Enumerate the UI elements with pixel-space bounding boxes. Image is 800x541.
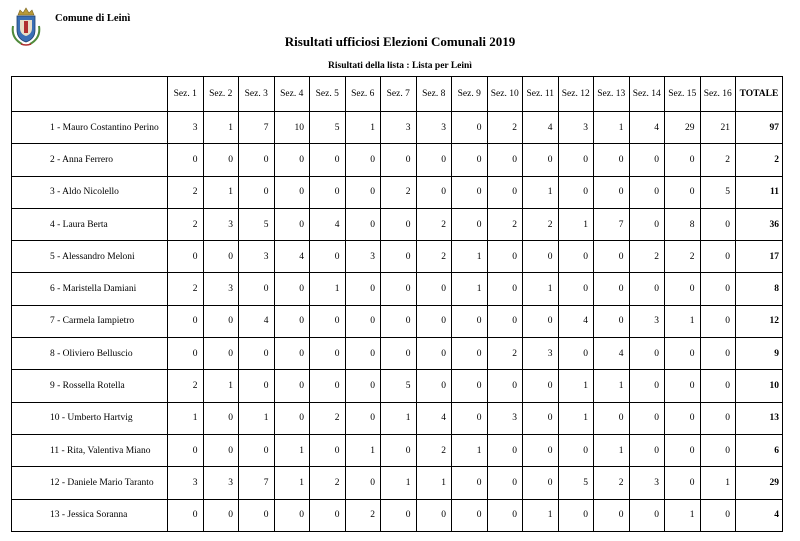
vote-cell-sez-2: 3 [203, 208, 239, 240]
vote-cell-sez-8: 0 [416, 273, 452, 305]
vote-cell-sez-1: 0 [168, 241, 204, 273]
vote-cell-sez-4: 0 [274, 144, 310, 176]
vote-cell-sez-3: 3 [239, 241, 275, 273]
column-header-sez-4: Sez. 4 [274, 77, 310, 112]
vote-cell-sez-16: 21 [700, 112, 736, 144]
vote-cell-sez-13: 0 [594, 402, 630, 434]
vote-cell-sez-10: 2 [487, 338, 523, 370]
table-row [12, 402, 783, 434]
vote-cell-sez-4: 0 [274, 305, 310, 337]
candidate-name-cell: 2 - Anna Ferrero [12, 144, 168, 176]
vote-cell-sez-13: 0 [594, 176, 630, 208]
vote-cell-sez-5: 0 [310, 305, 346, 337]
column-header-sez-10: Sez. 10 [487, 77, 523, 112]
vote-cell-sez-1: 2 [168, 208, 204, 240]
vote-cell-sez-5: 2 [310, 467, 346, 499]
vote-cell-sez-6: 3 [345, 241, 381, 273]
vote-cell-sez-4: 0 [274, 176, 310, 208]
vote-cell-sez-1: 2 [168, 176, 204, 208]
vote-cell-sez-12: 0 [558, 273, 594, 305]
column-header-sez-14: Sez. 14 [629, 77, 665, 112]
vote-cell-sez-6: 0 [345, 338, 381, 370]
vote-cell-sez-12: 5 [558, 467, 594, 499]
candidate-name-cell: 12 - Daniele Mario Taranto [12, 467, 168, 499]
vote-cell-sez-9: 0 [452, 467, 488, 499]
vote-cell-sez-13: 0 [594, 144, 630, 176]
vote-cell-sez-9: 0 [452, 144, 488, 176]
vote-cell-sez-14: 0 [629, 144, 665, 176]
candidate-name-cell: 7 - Carmela Iampietro [12, 305, 168, 337]
vote-cell-sez-8: 0 [416, 370, 452, 402]
vote-cell-sez-15: 1 [665, 305, 701, 337]
vote-cell-sez-12: 0 [558, 241, 594, 273]
vote-cell-sez-5: 0 [310, 338, 346, 370]
vote-cell-sez-16: 0 [700, 499, 736, 531]
total-cell: 12 [736, 305, 783, 337]
vote-cell-sez-14: 3 [629, 305, 665, 337]
vote-cell-sez-16: 2 [700, 144, 736, 176]
vote-cell-sez-11: 4 [523, 112, 559, 144]
vote-cell-sez-6: 2 [345, 499, 381, 531]
candidate-name-cell: 11 - Rita, Valentiva Miano [12, 434, 168, 466]
vote-cell-sez-4: 0 [274, 273, 310, 305]
column-header-sez-6: Sez. 6 [345, 77, 381, 112]
vote-cell-sez-16: 0 [700, 402, 736, 434]
vote-cell-sez-4: 10 [274, 112, 310, 144]
vote-cell-sez-14: 0 [629, 370, 665, 402]
vote-cell-sez-3: 7 [239, 467, 275, 499]
candidate-name-cell: 13 - Jessica Soranna [12, 499, 168, 531]
candidate-name-cell: 6 - Maristella Damiani [12, 273, 168, 305]
vote-cell-sez-12: 0 [558, 434, 594, 466]
vote-cell-sez-1: 3 [168, 467, 204, 499]
comune-label: Comune di Leinì [55, 13, 131, 24]
vote-cell-sez-3: 0 [239, 176, 275, 208]
vote-cell-sez-7: 0 [381, 208, 417, 240]
vote-cell-sez-2: 0 [203, 144, 239, 176]
candidate-name-cell: 5 - Alessandro Meloni [12, 241, 168, 273]
vote-cell-sez-10: 0 [487, 176, 523, 208]
vote-cell-sez-3: 7 [239, 112, 275, 144]
vote-cell-sez-11: 0 [523, 370, 559, 402]
vote-cell-sez-1: 1 [168, 402, 204, 434]
vote-cell-sez-7: 0 [381, 338, 417, 370]
vote-cell-sez-9: 1 [452, 434, 488, 466]
vote-cell-sez-9: 0 [452, 176, 488, 208]
vote-cell-sez-14: 0 [629, 338, 665, 370]
vote-cell-sez-16: 0 [700, 208, 736, 240]
candidate-name-cell: 1 - Mauro Costantino Perino [12, 112, 168, 144]
vote-cell-sez-8: 2 [416, 241, 452, 273]
table-row [12, 241, 783, 273]
candidate-name-cell: 9 - Rossella Rotella [12, 370, 168, 402]
table-header-row [12, 77, 783, 112]
vote-cell-sez-7: 0 [381, 434, 417, 466]
vote-cell-sez-15: 1 [665, 499, 701, 531]
vote-cell-sez-7: 0 [381, 144, 417, 176]
vote-cell-sez-15: 0 [665, 370, 701, 402]
vote-cell-sez-2: 3 [203, 273, 239, 305]
vote-cell-sez-6: 0 [345, 402, 381, 434]
vote-cell-sez-11: 1 [523, 273, 559, 305]
vote-cell-sez-4: 0 [274, 208, 310, 240]
vote-cell-sez-7: 0 [381, 273, 417, 305]
vote-cell-sez-8: 0 [416, 338, 452, 370]
vote-cell-sez-2: 0 [203, 338, 239, 370]
candidate-name-cell: 4 - Laura Berta [12, 208, 168, 240]
vote-cell-sez-3: 4 [239, 305, 275, 337]
vote-cell-sez-10: 0 [487, 370, 523, 402]
vote-cell-sez-8: 0 [416, 499, 452, 531]
vote-cell-sez-11: 1 [523, 499, 559, 531]
column-header-sez-13: Sez. 13 [594, 77, 630, 112]
vote-cell-sez-1: 2 [168, 370, 204, 402]
total-cell: 6 [736, 434, 783, 466]
vote-cell-sez-10: 0 [487, 241, 523, 273]
total-cell: 2 [736, 144, 783, 176]
vote-cell-sez-15: 0 [665, 338, 701, 370]
vote-cell-sez-16: 0 [700, 273, 736, 305]
column-header-sez-9: Sez. 9 [452, 77, 488, 112]
vote-cell-sez-9: 1 [452, 241, 488, 273]
total-cell: 4 [736, 499, 783, 531]
total-cell: 13 [736, 402, 783, 434]
vote-cell-sez-10: 3 [487, 402, 523, 434]
vote-cell-sez-12: 4 [558, 305, 594, 337]
vote-cell-sez-9: 0 [452, 402, 488, 434]
column-header-sez-5: Sez. 5 [310, 77, 346, 112]
vote-cell-sez-15: 2 [665, 241, 701, 273]
vote-cell-sez-2: 0 [203, 434, 239, 466]
vote-cell-sez-2: 3 [203, 467, 239, 499]
total-cell: 8 [736, 273, 783, 305]
column-header-sez-16: Sez. 16 [700, 77, 736, 112]
column-header-sez-2: Sez. 2 [203, 77, 239, 112]
vote-cell-sez-14: 0 [629, 273, 665, 305]
vote-cell-sez-1: 3 [168, 112, 204, 144]
vote-cell-sez-3: 1 [239, 402, 275, 434]
vote-cell-sez-2: 0 [203, 305, 239, 337]
vote-cell-sez-14: 0 [629, 499, 665, 531]
vote-cell-sez-2: 0 [203, 499, 239, 531]
vote-cell-sez-1: 2 [168, 273, 204, 305]
vote-cell-sez-5: 0 [310, 370, 346, 402]
vote-cell-sez-7: 2 [381, 176, 417, 208]
vote-cell-sez-14: 4 [629, 112, 665, 144]
table-row [12, 273, 783, 305]
vote-cell-sez-12: 0 [558, 144, 594, 176]
page-title: Risultati ufficiosi Elezioni Comunali 2019 [284, 34, 516, 49]
vote-cell-sez-1: 0 [168, 434, 204, 466]
vote-cell-sez-13: 1 [594, 434, 630, 466]
vote-cell-sez-12: 1 [558, 402, 594, 434]
vote-cell-sez-15: 0 [665, 273, 701, 305]
vote-cell-sez-8: 0 [416, 176, 452, 208]
vote-cell-sez-15: 0 [665, 144, 701, 176]
vote-cell-sez-7: 5 [381, 370, 417, 402]
vote-cell-sez-5: 0 [310, 144, 346, 176]
vote-cell-sez-16: 0 [700, 370, 736, 402]
vote-cell-sez-7: 1 [381, 402, 417, 434]
vote-cell-sez-5: 0 [310, 499, 346, 531]
vote-cell-sez-9: 0 [452, 112, 488, 144]
total-cell: 11 [736, 176, 783, 208]
vote-cell-sez-8: 0 [416, 144, 452, 176]
vote-cell-sez-15: 0 [665, 402, 701, 434]
vote-cell-sez-13: 0 [594, 241, 630, 273]
column-header-sez-8: Sez. 8 [416, 77, 452, 112]
vote-cell-sez-11: 0 [523, 305, 559, 337]
column-header-sez-15: Sez. 15 [665, 77, 701, 112]
results-table [11, 76, 783, 532]
total-cell: 29 [736, 467, 783, 499]
vote-cell-sez-4: 4 [274, 241, 310, 273]
table-row [12, 499, 783, 531]
vote-cell-sez-7: 0 [381, 305, 417, 337]
vote-cell-sez-15: 0 [665, 176, 701, 208]
vote-cell-sez-3: 0 [239, 434, 275, 466]
column-header-sez-12: Sez. 12 [558, 77, 594, 112]
vote-cell-sez-9: 0 [452, 338, 488, 370]
vote-cell-sez-10: 0 [487, 434, 523, 466]
vote-cell-sez-10: 0 [487, 305, 523, 337]
vote-cell-sez-10: 2 [487, 208, 523, 240]
vote-cell-sez-10: 2 [487, 112, 523, 144]
vote-cell-sez-4: 0 [274, 338, 310, 370]
vote-cell-sez-16: 0 [700, 338, 736, 370]
list-subtitle: Risultati della lista : Lista per Leinì [328, 61, 472, 71]
vote-cell-sez-16: 1 [700, 467, 736, 499]
vote-cell-sez-2: 0 [203, 402, 239, 434]
column-header-sez-1: Sez. 1 [168, 77, 204, 112]
vote-cell-sez-6: 0 [345, 176, 381, 208]
vote-cell-sez-13: 4 [594, 338, 630, 370]
vote-cell-sez-13: 7 [594, 208, 630, 240]
candidate-name-cell: 10 - Umberto Hartvig [12, 402, 168, 434]
vote-cell-sez-14: 2 [629, 241, 665, 273]
vote-cell-sez-1: 0 [168, 305, 204, 337]
vote-cell-sez-15: 29 [665, 112, 701, 144]
table-row [12, 208, 783, 240]
vote-cell-sez-5: 2 [310, 402, 346, 434]
vote-cell-sez-11: 0 [523, 467, 559, 499]
candidate-name-cell: 3 - Aldo Nicolello [12, 176, 168, 208]
vote-cell-sez-9: 0 [452, 305, 488, 337]
vote-cell-sez-15: 0 [665, 467, 701, 499]
vote-cell-sez-13: 0 [594, 305, 630, 337]
vote-cell-sez-12: 1 [558, 208, 594, 240]
vote-cell-sez-13: 0 [594, 499, 630, 531]
vote-cell-sez-14: 3 [629, 467, 665, 499]
vote-cell-sez-3: 5 [239, 208, 275, 240]
table-row [12, 338, 783, 370]
vote-cell-sez-6: 1 [345, 434, 381, 466]
vote-cell-sez-14: 0 [629, 208, 665, 240]
vote-cell-sez-11: 3 [523, 338, 559, 370]
vote-cell-sez-13: 2 [594, 467, 630, 499]
column-header-sez-11: Sez. 11 [523, 77, 559, 112]
total-cell: 97 [736, 112, 783, 144]
vote-cell-sez-2: 1 [203, 176, 239, 208]
vote-cell-sez-11: 1 [523, 176, 559, 208]
vote-cell-sez-7: 3 [381, 112, 417, 144]
column-header-sez-7: Sez. 7 [381, 77, 417, 112]
vote-cell-sez-14: 0 [629, 434, 665, 466]
vote-cell-sez-16: 0 [700, 434, 736, 466]
vote-cell-sez-4: 0 [274, 499, 310, 531]
table-row [12, 434, 783, 466]
vote-cell-sez-1: 0 [168, 499, 204, 531]
vote-cell-sez-12: 0 [558, 499, 594, 531]
table-row [12, 176, 783, 208]
vote-cell-sez-10: 0 [487, 273, 523, 305]
total-cell: 9 [736, 338, 783, 370]
vote-cell-sez-7: 1 [381, 467, 417, 499]
table-row [12, 467, 783, 499]
vote-cell-sez-10: 0 [487, 467, 523, 499]
vote-cell-sez-4: 1 [274, 467, 310, 499]
vote-cell-sez-7: 0 [381, 241, 417, 273]
vote-cell-sez-6: 1 [345, 112, 381, 144]
vote-cell-sez-9: 1 [452, 273, 488, 305]
vote-cell-sez-10: 0 [487, 499, 523, 531]
vote-cell-sez-6: 0 [345, 208, 381, 240]
vote-cell-sez-3: 0 [239, 273, 275, 305]
vote-cell-sez-8: 2 [416, 434, 452, 466]
vote-cell-sez-8: 0 [416, 305, 452, 337]
vote-cell-sez-12: 0 [558, 338, 594, 370]
total-cell: 17 [736, 241, 783, 273]
total-cell: 10 [736, 370, 783, 402]
table-row [12, 370, 783, 402]
vote-cell-sez-9: 0 [452, 370, 488, 402]
vote-cell-sez-11: 0 [523, 434, 559, 466]
vote-cell-sez-2: 0 [203, 241, 239, 273]
vote-cell-sez-6: 0 [345, 144, 381, 176]
vote-cell-sez-4: 0 [274, 402, 310, 434]
vote-cell-sez-2: 1 [203, 112, 239, 144]
results-table-body [12, 112, 783, 532]
vote-cell-sez-7: 0 [381, 499, 417, 531]
vote-cell-sez-5: 5 [310, 112, 346, 144]
vote-cell-sez-6: 0 [345, 370, 381, 402]
column-header-totale: TOTALE [736, 77, 783, 112]
vote-cell-sez-11: 0 [523, 241, 559, 273]
vote-cell-sez-8: 1 [416, 467, 452, 499]
vote-cell-sez-4: 0 [274, 370, 310, 402]
vote-cell-sez-5: 0 [310, 434, 346, 466]
vote-cell-sez-8: 4 [416, 402, 452, 434]
column-header-sez-3: Sez. 3 [239, 77, 275, 112]
vote-cell-sez-13: 0 [594, 273, 630, 305]
vote-cell-sez-3: 0 [239, 338, 275, 370]
vote-cell-sez-9: 0 [452, 208, 488, 240]
vote-cell-sez-1: 0 [168, 144, 204, 176]
vote-cell-sez-8: 2 [416, 208, 452, 240]
vote-cell-sez-12: 0 [558, 176, 594, 208]
vote-cell-sez-11: 2 [523, 208, 559, 240]
vote-cell-sez-5: 0 [310, 176, 346, 208]
vote-cell-sez-11: 0 [523, 402, 559, 434]
vote-cell-sez-3: 0 [239, 499, 275, 531]
table-row [12, 112, 783, 144]
vote-cell-sez-1: 0 [168, 338, 204, 370]
vote-cell-sez-5: 4 [310, 208, 346, 240]
vote-cell-sez-6: 0 [345, 305, 381, 337]
vote-cell-sez-12: 1 [558, 370, 594, 402]
vote-cell-sez-11: 0 [523, 144, 559, 176]
table-row [12, 305, 783, 337]
vote-cell-sez-9: 0 [452, 499, 488, 531]
column-header-candidate [12, 77, 168, 112]
vote-cell-sez-5: 0 [310, 241, 346, 273]
vote-cell-sez-6: 0 [345, 273, 381, 305]
vote-cell-sez-16: 0 [700, 241, 736, 273]
vote-cell-sez-10: 0 [487, 144, 523, 176]
vote-cell-sez-13: 1 [594, 370, 630, 402]
vote-cell-sez-14: 0 [629, 176, 665, 208]
vote-cell-sez-4: 1 [274, 434, 310, 466]
candidate-name-cell: 8 - Oliviero Belluscio [12, 338, 168, 370]
vote-cell-sez-6: 0 [345, 467, 381, 499]
vote-cell-sez-15: 8 [665, 208, 701, 240]
vote-cell-sez-3: 0 [239, 370, 275, 402]
table-row [12, 144, 783, 176]
vote-cell-sez-3: 0 [239, 144, 275, 176]
vote-cell-sez-12: 3 [558, 112, 594, 144]
vote-cell-sez-8: 3 [416, 112, 452, 144]
vote-cell-sez-13: 1 [594, 112, 630, 144]
vote-cell-sez-14: 0 [629, 402, 665, 434]
total-cell: 36 [736, 208, 783, 240]
vote-cell-sez-15: 0 [665, 434, 701, 466]
vote-cell-sez-16: 0 [700, 305, 736, 337]
vote-cell-sez-5: 1 [310, 273, 346, 305]
vote-cell-sez-2: 1 [203, 370, 239, 402]
vote-cell-sez-16: 5 [700, 176, 736, 208]
